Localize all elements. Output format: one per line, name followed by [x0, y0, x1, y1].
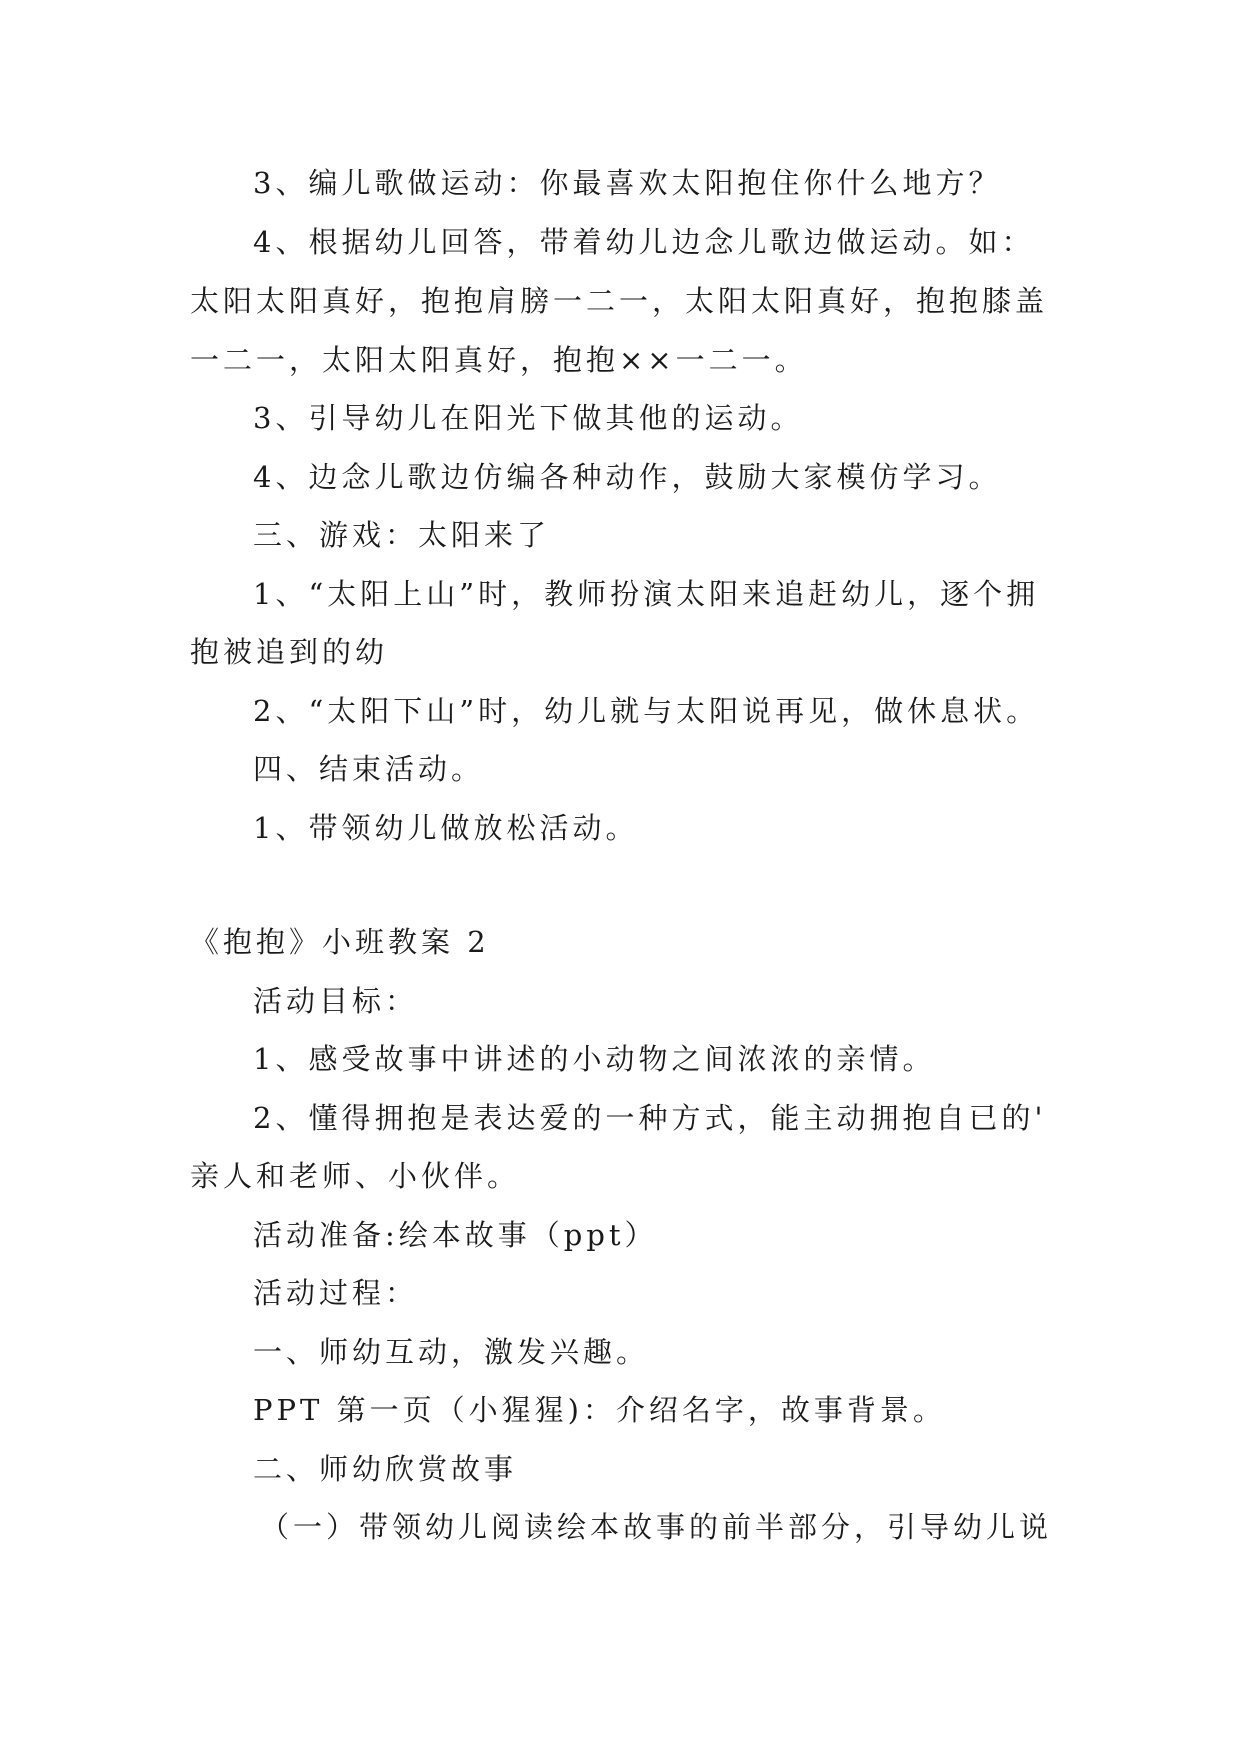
paragraph-step3-compose: 3、编儿歌做运动：你最喜欢太阳抱住你什么地方？ [253, 166, 1002, 200]
section-title: 《抱抱》小班教案 2 [190, 925, 490, 959]
heading-part4-end: 四、结束活动。 [253, 752, 485, 786]
paragraph-step4-imitate: 4、边念儿歌边仿编各种动作，鼓励大家模仿学习。 [253, 460, 1002, 494]
heading-part2-story: 二、师幼欣赏故事 [253, 1452, 518, 1486]
heading-part1-interaction: 一、师幼互动，激发兴趣。 [253, 1335, 650, 1369]
paragraph-step4-line2: 太阳太阳真好，抱抱肩膀一二一，太阳太阳真好，抱抱膝盖 [190, 284, 1049, 318]
heading-process: 活动过程： [253, 1276, 419, 1310]
heading-goals: 活动目标： [253, 984, 419, 1018]
paragraph-step4-line1: 4、根据幼儿回答，带着幼儿边念儿歌边做运动。如： [253, 225, 1035, 259]
paragraph-ppt-page1: PPT 第一页（小猩猩)：介绍名字，故事背景。 [253, 1393, 946, 1427]
paragraph-sub1: （一）带领幼儿阅读绘本故事的前半部分，引导幼儿说 [260, 1510, 1053, 1544]
paragraph-step4-line3: 一二一，太阳太阳真好，抱抱××一二一。 [190, 343, 808, 377]
heading-part3-game: 三、游戏：太阳来了 [253, 518, 551, 552]
paragraph-goal1: 1、感受故事中讲述的小动物之间浓浓的亲情。 [253, 1042, 936, 1076]
paragraph-goal2-line2: 亲人和老师、小伙伴。 [190, 1159, 521, 1193]
paragraph-game2: 2、“太阳下山”时，幼儿就与太阳说再见，做休息状。 [253, 694, 1040, 728]
paragraph-game1-line1: 1、“太阳上山”时，教师扮演太阳来追赶幼儿，逐个拥 [253, 577, 1040, 611]
paragraph-preparation: 活动准备:绘本故事（ppt） [253, 1218, 658, 1252]
paragraph-end1: 1、带领幼儿做放松活动。 [253, 811, 639, 845]
paragraph-goal2-line1: 2、懂得拥抱是表达爱的一种方式，能主动拥抱自已的' [253, 1101, 1047, 1135]
paragraph-game1-line2: 抱被追到的幼 [190, 635, 389, 669]
paragraph-step3-guide: 3、引导幼儿在阳光下做其他的运动。 [253, 401, 804, 435]
